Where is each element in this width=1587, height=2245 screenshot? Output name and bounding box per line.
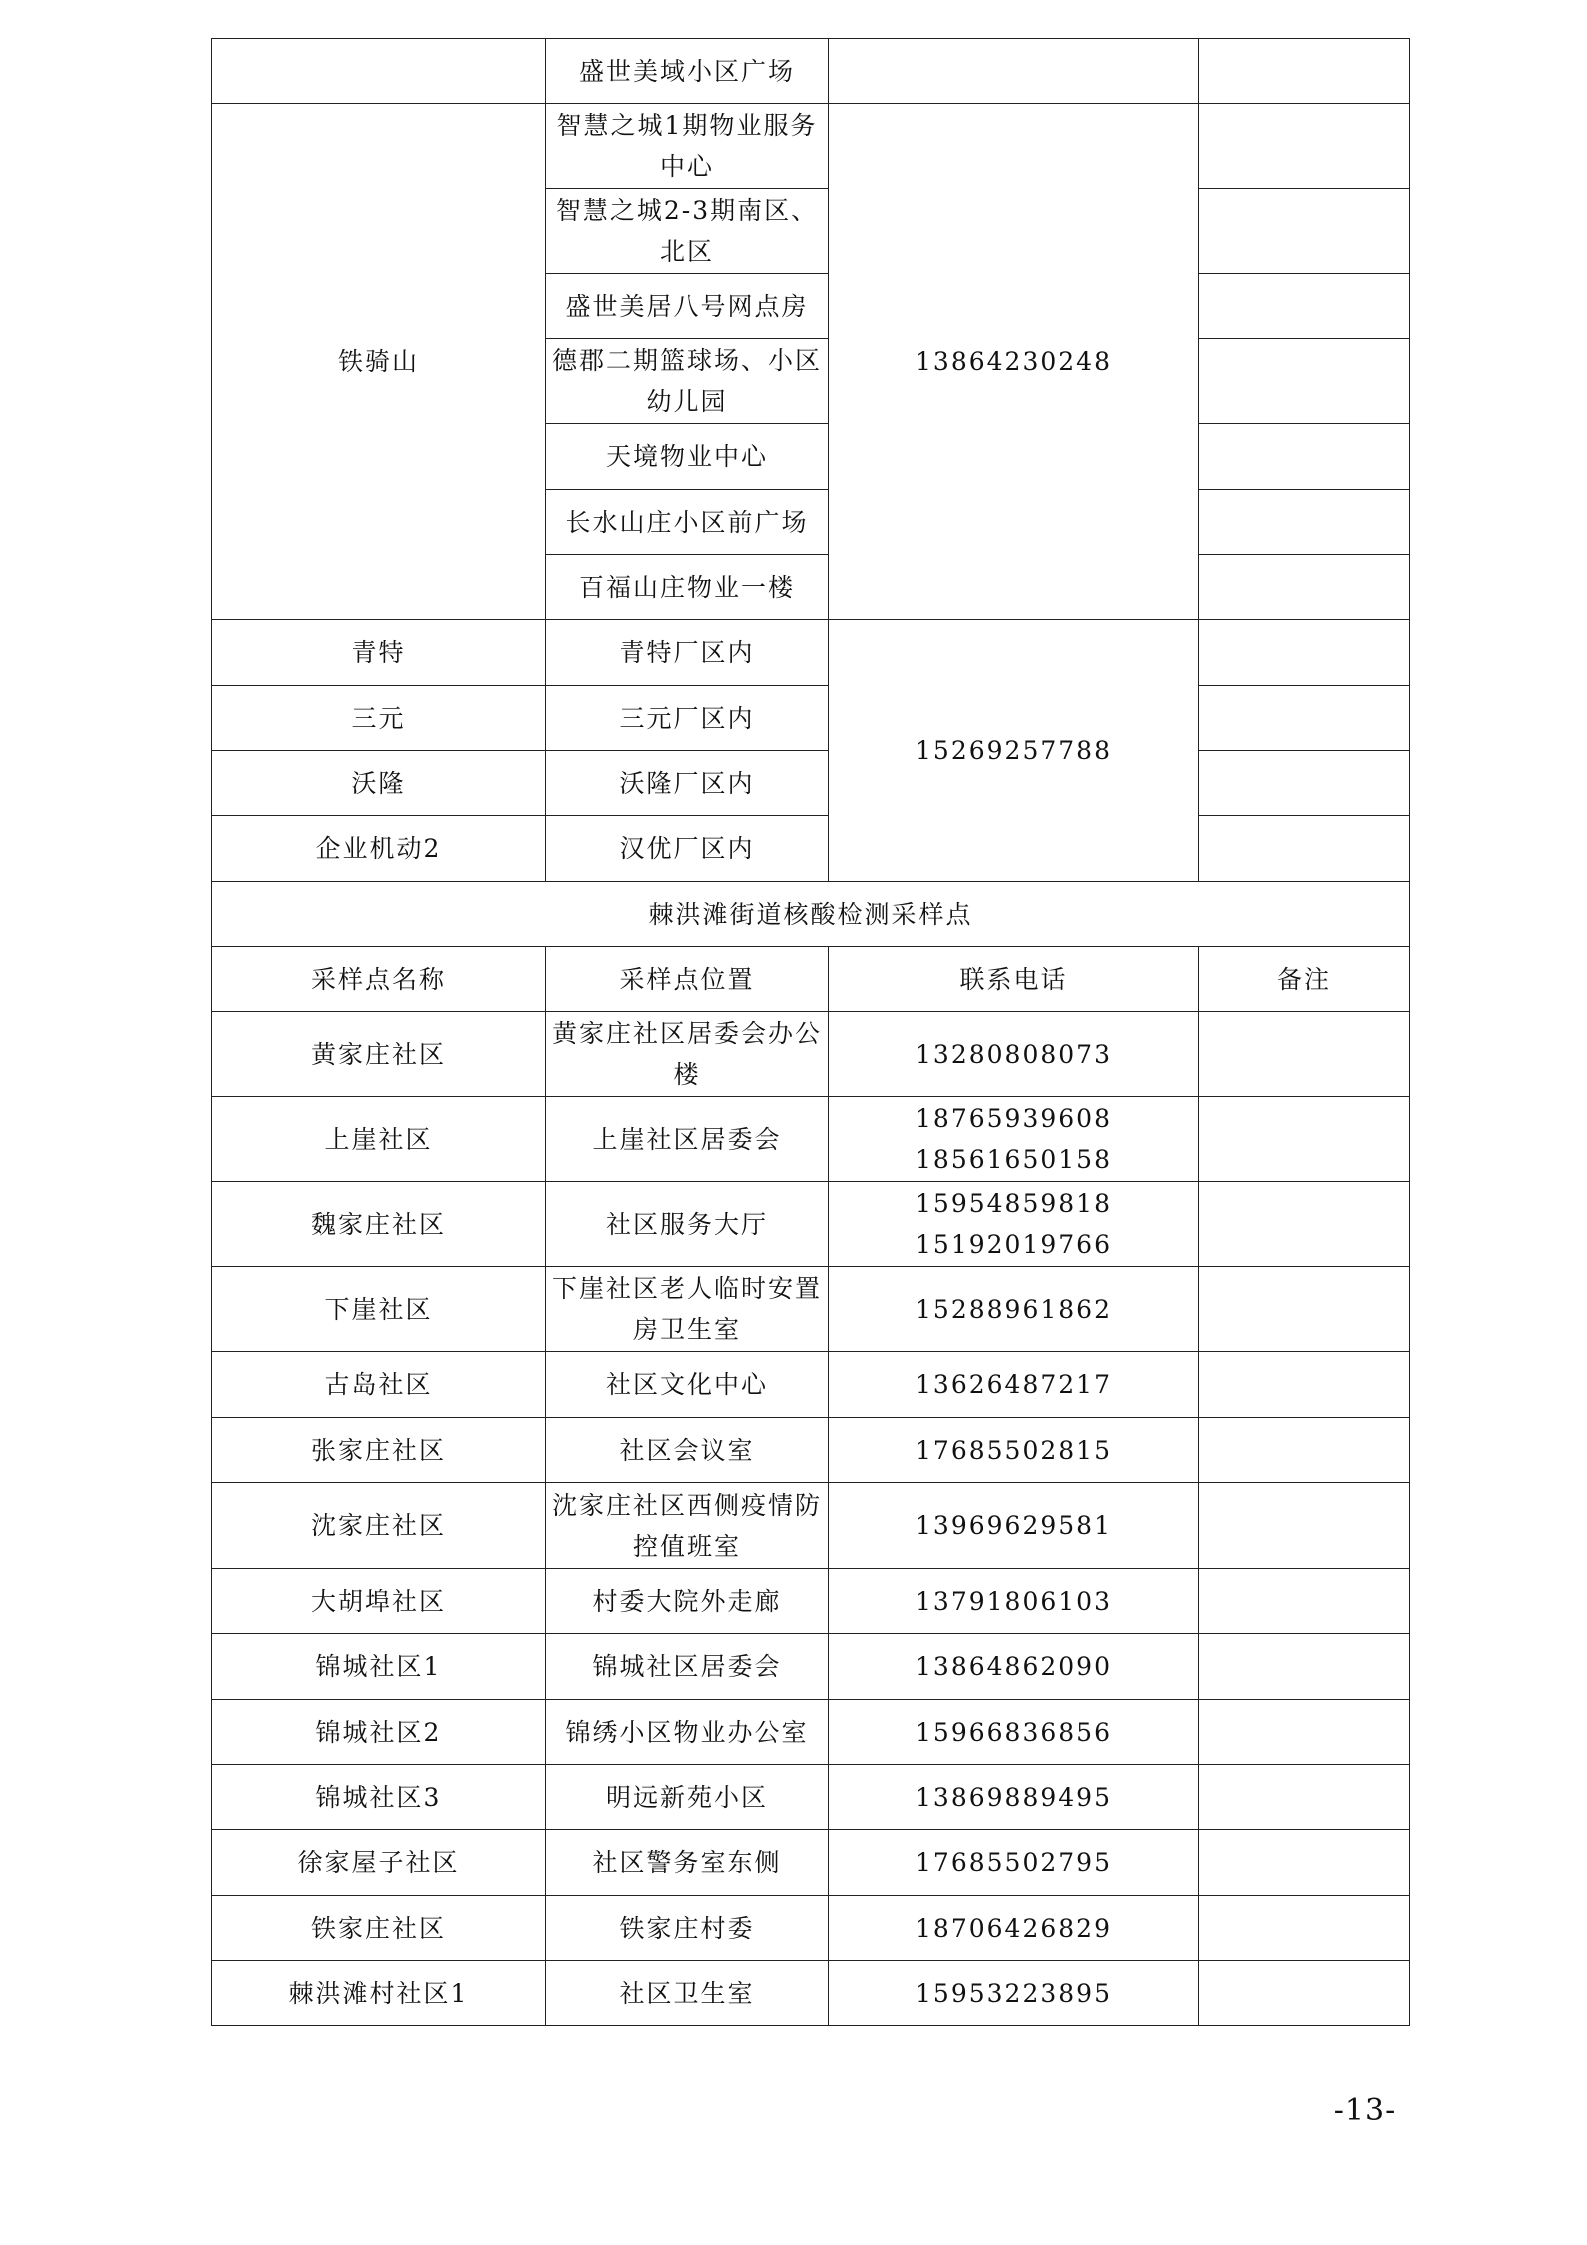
table-row xyxy=(212,1961,1410,2026)
location-cell: 百福山庄物业一楼 xyxy=(546,555,829,620)
note-cell xyxy=(1199,686,1410,751)
note-cell xyxy=(1199,39,1410,104)
name-cell: 魏家庄社区 xyxy=(212,1182,546,1267)
note-cell xyxy=(1199,1097,1410,1182)
note-cell xyxy=(1199,555,1410,620)
note-cell xyxy=(1199,1182,1410,1267)
phone-line: 18765939608 xyxy=(915,1104,1112,1133)
phone-cell xyxy=(829,1182,1199,1267)
table-row xyxy=(212,1097,1410,1182)
table-row xyxy=(212,1418,1410,1483)
header-note: 备注 xyxy=(1199,947,1410,1012)
location-cell: 天境物业中心 xyxy=(546,424,829,490)
phone-cell xyxy=(829,39,1199,104)
factory-phone-cell: 15269257788 xyxy=(829,620,1199,882)
note-cell xyxy=(1199,620,1410,686)
note-cell xyxy=(1199,751,1410,816)
table-row xyxy=(212,1700,1410,1765)
phone-cell: 13864862090 xyxy=(829,1634,1199,1700)
note-cell xyxy=(1199,1418,1410,1483)
name-cell: 青特 xyxy=(212,620,546,686)
note-cell xyxy=(1199,1569,1410,1634)
name-cell: 下崖社区 xyxy=(212,1267,546,1352)
phone-cell: 13969629581 xyxy=(829,1483,1199,1569)
header-row xyxy=(212,947,1410,1012)
header-name: 采样点名称 xyxy=(212,947,546,1012)
table-row xyxy=(212,686,1410,751)
sampling-point-table xyxy=(211,38,1410,2026)
tieqishan-name-cell: 铁骑山 xyxy=(212,104,546,620)
location-cell: 长水山庄小区前广场 xyxy=(546,490,829,555)
table-row xyxy=(212,1012,1410,1097)
location-cell: 社区文化中心 xyxy=(546,1352,829,1418)
phone-cell: 13791806103 xyxy=(829,1569,1199,1634)
table-row xyxy=(212,1267,1410,1352)
phone-cell: 13280808073 xyxy=(829,1012,1199,1097)
name-cell: 锦城社区2 xyxy=(212,1700,546,1765)
note-cell xyxy=(1199,1267,1410,1352)
location-cell: 德郡二期篮球场、小区幼儿园 xyxy=(546,339,829,424)
phone-cell: 18706426829 xyxy=(829,1896,1199,1961)
note-cell xyxy=(1199,1830,1410,1896)
note-cell xyxy=(1199,274,1410,339)
name-cell: 棘洪滩村社区1 xyxy=(212,1961,546,2026)
phone-cell: 13626487217 xyxy=(829,1352,1199,1418)
note-cell xyxy=(1199,1700,1410,1765)
note-cell xyxy=(1199,1765,1410,1830)
note-cell xyxy=(1199,490,1410,555)
location-cell: 沈家庄社区西侧疫情防控值班室 xyxy=(546,1483,829,1569)
name-cell: 张家庄社区 xyxy=(212,1418,546,1483)
location-cell: 汉优厂区内 xyxy=(546,816,829,882)
phone-line: 15954859818 xyxy=(915,1189,1112,1218)
name-cell xyxy=(212,39,546,104)
table-row xyxy=(212,751,1410,816)
phone-cell: 15953223895 xyxy=(829,1961,1199,2026)
location-cell: 明远新苑小区 xyxy=(546,1765,829,1830)
note-cell xyxy=(1199,1961,1410,2026)
location-cell: 铁家庄村委 xyxy=(546,1896,829,1961)
tieqishan-phone-cell: 13864230248 xyxy=(829,104,1199,620)
location-cell: 智慧之城1期物业服务中心 xyxy=(546,104,829,189)
name-cell: 徐家屋子社区 xyxy=(212,1830,546,1896)
table-row xyxy=(212,620,1410,686)
location-cell: 锦城社区居委会 xyxy=(546,1634,829,1700)
table-row xyxy=(212,1634,1410,1700)
table-row xyxy=(212,1765,1410,1830)
note-cell xyxy=(1199,1483,1410,1569)
table-row xyxy=(212,1182,1410,1267)
phone-line: 15192019766 xyxy=(915,1230,1112,1259)
location-cell: 沃隆厂区内 xyxy=(546,751,829,816)
location-cell: 社区警务室东侧 xyxy=(546,1830,829,1896)
note-cell xyxy=(1199,1352,1410,1418)
note-cell xyxy=(1199,104,1410,189)
location-cell: 社区服务大厅 xyxy=(546,1182,829,1267)
location-cell: 上崖社区居委会 xyxy=(546,1097,829,1182)
note-cell xyxy=(1199,189,1410,274)
location-cell: 盛世美居八号网点房 xyxy=(546,274,829,339)
location-cell: 社区卫生室 xyxy=(546,1961,829,2026)
name-cell: 黄家庄社区 xyxy=(212,1012,546,1097)
table-row xyxy=(212,104,1410,189)
table-row xyxy=(212,39,1410,104)
phone-cell: 13869889495 xyxy=(829,1765,1199,1830)
header-location: 采样点位置 xyxy=(546,947,829,1012)
name-cell: 沃隆 xyxy=(212,751,546,816)
location-cell: 社区会议室 xyxy=(546,1418,829,1483)
name-cell: 锦城社区1 xyxy=(212,1634,546,1700)
section-title: 棘洪滩街道核酸检测采样点 xyxy=(212,882,1410,947)
location-cell: 青特厂区内 xyxy=(546,620,829,686)
name-cell: 三元 xyxy=(212,686,546,751)
name-cell: 锦城社区3 xyxy=(212,1765,546,1830)
table-row xyxy=(212,816,1410,882)
name-cell: 上崖社区 xyxy=(212,1097,546,1182)
table-row xyxy=(212,1569,1410,1634)
table-row xyxy=(212,1896,1410,1961)
page-number: -13- xyxy=(1333,2093,1397,2128)
note-cell xyxy=(1199,816,1410,882)
location-cell: 智慧之城2-3期南区、北区 xyxy=(546,189,829,274)
phone-cell: 17685502795 xyxy=(829,1830,1199,1896)
name-cell: 铁家庄社区 xyxy=(212,1896,546,1961)
name-cell: 沈家庄社区 xyxy=(212,1483,546,1569)
name-cell: 大胡埠社区 xyxy=(212,1569,546,1634)
location-cell: 盛世美域小区广场 xyxy=(546,39,829,104)
note-cell xyxy=(1199,339,1410,424)
note-cell xyxy=(1199,1896,1410,1961)
phone-cell: 17685502815 xyxy=(829,1418,1199,1483)
header-phone: 联系电话 xyxy=(829,947,1199,1012)
location-cell: 锦绣小区物业办公室 xyxy=(546,1700,829,1765)
phone-cell: 15966836856 xyxy=(829,1700,1199,1765)
note-cell xyxy=(1199,1634,1410,1700)
note-cell xyxy=(1199,424,1410,490)
location-cell: 村委大院外走廊 xyxy=(546,1569,829,1634)
phone-line: 18561650158 xyxy=(915,1145,1112,1174)
note-cell xyxy=(1199,1012,1410,1097)
location-cell: 下崖社区老人临时安置房卫生室 xyxy=(546,1267,829,1352)
table-row xyxy=(212,1830,1410,1896)
location-cell: 三元厂区内 xyxy=(546,686,829,751)
phone-cell xyxy=(829,1097,1199,1182)
phone-cell: 15288961862 xyxy=(829,1267,1199,1352)
location-cell: 黄家庄社区居委会办公楼 xyxy=(546,1012,829,1097)
name-cell: 古岛社区 xyxy=(212,1352,546,1418)
name-cell: 企业机动2 xyxy=(212,816,546,882)
section-title-row xyxy=(212,882,1410,947)
table-row xyxy=(212,1352,1410,1418)
table-row xyxy=(212,1483,1410,1569)
